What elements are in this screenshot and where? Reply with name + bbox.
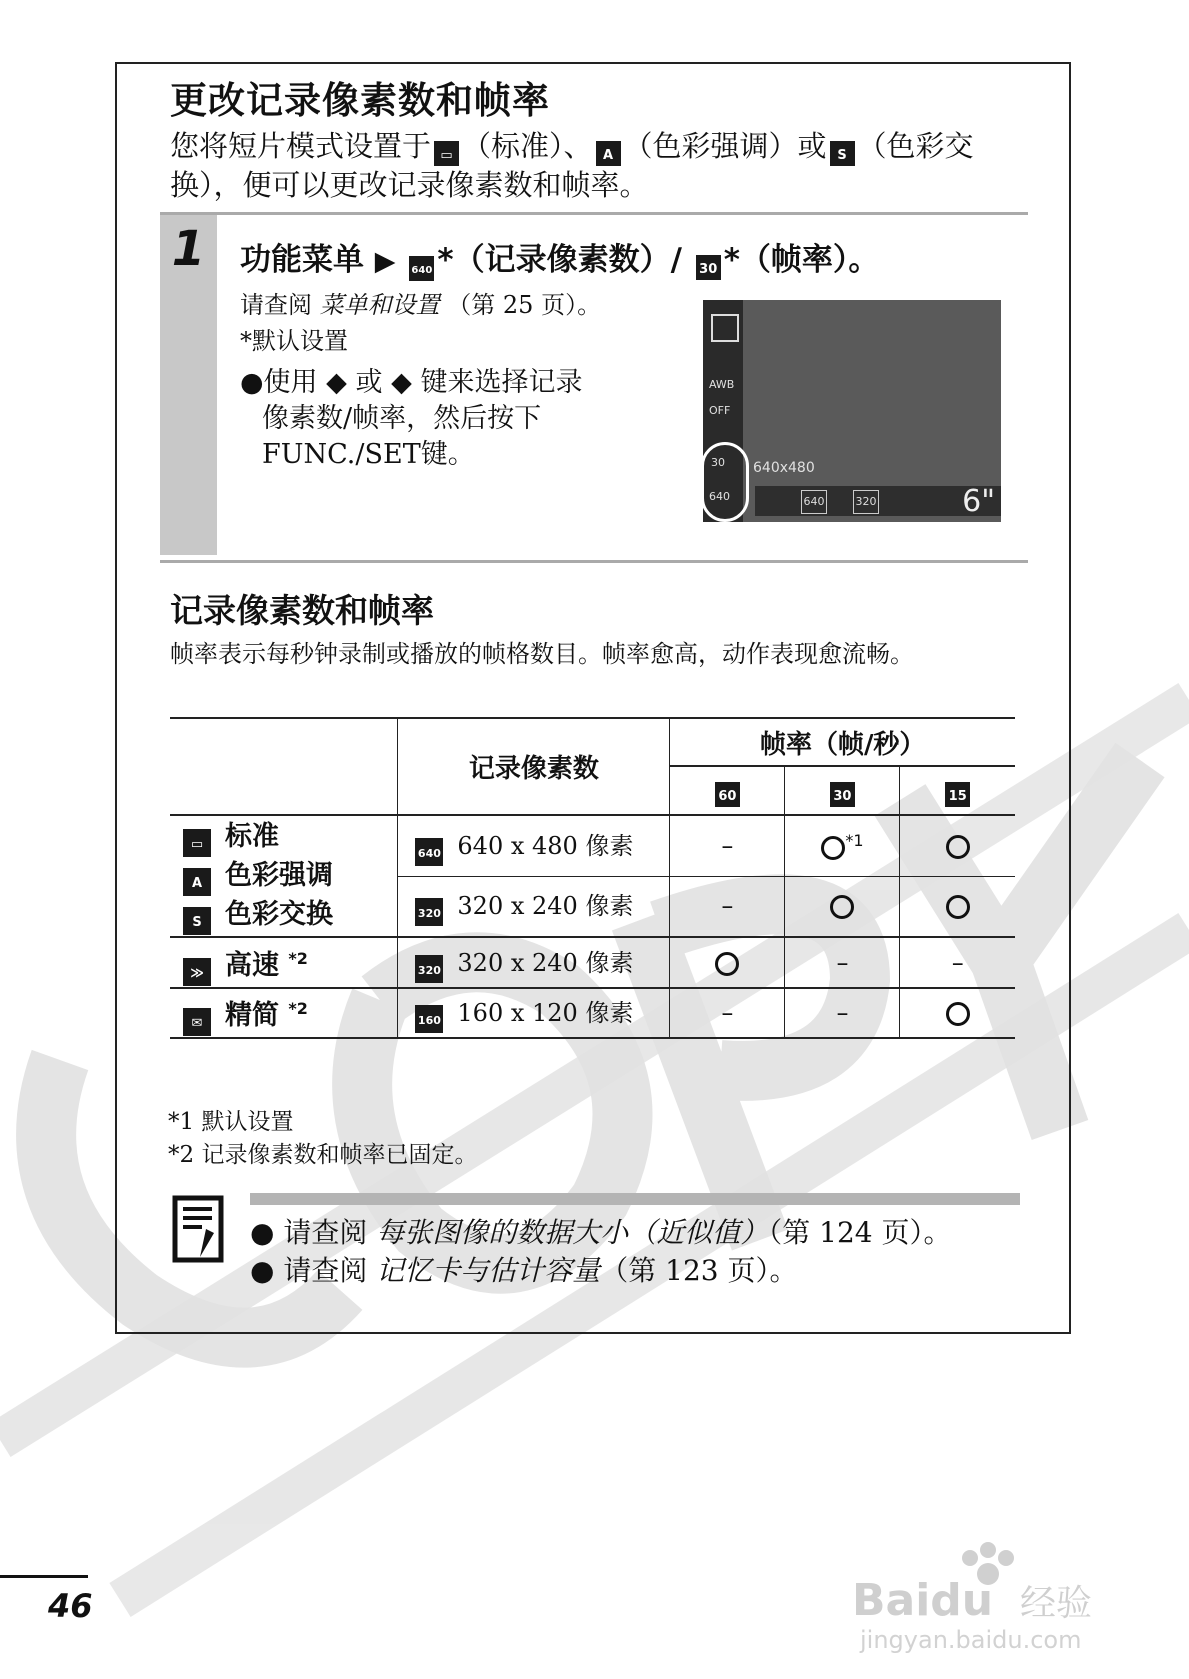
fps15-cell: – <box>900 937 1015 988</box>
resolution-label: 160 x 120 像素 <box>457 999 634 1027</box>
resolution-cell <box>398 988 670 1038</box>
step-title-menu: 功能菜单 <box>240 242 364 278</box>
resolution-640-icon: 640 <box>409 256 434 281</box>
table-row <box>170 937 1015 988</box>
resolution-cell <box>398 876 670 937</box>
play-arrow-icon: ▶ <box>374 246 396 277</box>
memo-note-icon <box>172 1195 224 1263</box>
fps30-cell: – <box>785 988 900 1038</box>
fps15-cell <box>900 988 1015 1038</box>
modes-standard-group <box>170 815 398 937</box>
footnote-2: *2 记录像素数和帧率已固定。 <box>168 1142 478 1168</box>
intro-text-2: （标准）、 <box>462 129 593 163</box>
mode-color-accent <box>180 857 397 896</box>
fast-frame-rate-icon: ≫ <box>183 958 211 986</box>
fps-60-header <box>670 766 785 815</box>
note1-page: （第 124 页）。 <box>768 1216 952 1249</box>
color-accent-icon: A <box>596 141 621 166</box>
lcd-option-320: 320 <box>853 490 879 514</box>
mode-fast-label: 高速 <box>225 949 279 981</box>
ref-link-menu-settings[interactable]: 菜单和设置 <box>319 291 440 319</box>
movie-standard-icon: ▭ <box>434 141 459 166</box>
table-header-resolution: 记录像素数 <box>398 718 670 815</box>
resolution-label: 640 x 480 像素 <box>457 831 634 860</box>
note2-link[interactable]: 记忆卡与估计容量 <box>376 1254 601 1287</box>
step-reference <box>240 287 660 323</box>
fps60-cell <box>670 937 785 988</box>
available-circle-icon <box>946 1002 970 1026</box>
lcd-option-640: 640 <box>801 490 827 514</box>
lcd-remaining-time: 6" <box>962 484 995 519</box>
available-circle-icon <box>715 952 739 976</box>
frame-rate-60-icon: 60 <box>715 782 740 807</box>
mode-compact <box>170 988 398 1038</box>
resolution-320-icon: 320 <box>415 898 443 926</box>
resolution-label: 320 x 240 像素 <box>457 892 634 921</box>
lcd-awb-icon: AWB <box>709 378 735 391</box>
mode-color-swap <box>180 896 397 935</box>
available-circle-icon <box>946 835 970 859</box>
table-header-blank <box>170 718 398 815</box>
step-title <box>240 234 879 281</box>
mode-standard <box>180 818 397 857</box>
resolution-label: 320 x 240 像素 <box>457 948 634 977</box>
section2-title: 记录像素数和帧率 <box>170 591 434 630</box>
fps-30-header <box>785 766 900 815</box>
instruction-line-2: 像素数/帧率，然后按下 <box>262 403 542 434</box>
intro-text-3: （色彩强调）或 <box>623 129 827 163</box>
ref-text: 请查阅 <box>240 291 312 319</box>
arrow-left-icon: ◆ <box>326 367 347 398</box>
section2-paragraph: 帧率表示每秒钟录制或播放的帧格数目。帧率愈高，动作表现愈流畅。 <box>170 640 914 668</box>
arrow-right-icon: ◆ <box>391 367 412 398</box>
spec-table <box>170 717 1015 1039</box>
intro-text-1: 您将短片模式设置于 <box>170 129 432 163</box>
ref-page: （第 25 页）。 <box>447 291 602 319</box>
resolution-640-icon: 640 <box>415 838 443 866</box>
movie-standard-icon: ▭ <box>183 829 211 857</box>
section-title: 更改记录像素数和帧率 <box>170 79 550 122</box>
step-number-label: 1 <box>171 221 206 277</box>
intro-text-4: （色彩交换），便可以更改记录像素数和帧率。 <box>170 129 974 202</box>
lcd-frame-rate-icon: 30 <box>711 456 725 469</box>
color-accent-icon: A <box>183 868 211 896</box>
compact-envelope-icon: ✉ <box>183 1008 211 1036</box>
available-circle-icon <box>821 836 845 860</box>
instruction-line-3: FUNC./SET键。 <box>262 439 475 470</box>
footnotes <box>168 1106 477 1172</box>
instruction-text-3: 键来选择记录 <box>420 367 583 398</box>
note-header-bar <box>250 1193 1020 1205</box>
step-body <box>240 287 660 473</box>
default-setting-note: *默认设置 <box>240 327 348 355</box>
baidu-jingyan-text: 经验 <box>1020 1583 1093 1624</box>
table-row <box>170 988 1015 1038</box>
fps60-cell: – <box>670 815 785 876</box>
footnote-1: *1 默认设置 <box>168 1109 294 1135</box>
note1-text: ● 请查阅 <box>250 1216 368 1249</box>
resolution-cell <box>398 937 670 988</box>
lcd-resolution-icon: 640 <box>709 490 730 503</box>
fps15-cell <box>900 876 1015 937</box>
reference-note-1 <box>250 1214 952 1252</box>
mode-compact-label: 精简 <box>225 1000 279 1031</box>
resolution-160-icon: 160 <box>415 1005 443 1033</box>
color-swap-icon: S <box>183 907 211 935</box>
lcd-resolution-label: 640x480 <box>753 460 815 476</box>
frame-rate-15-icon: 15 <box>945 782 970 807</box>
fps15-cell <box>900 815 1015 876</box>
step-title-frame-rate: *（帧率）。 <box>723 242 880 278</box>
lcd-highlight-ring <box>703 442 749 522</box>
table-header-frame-rate: 帧率（帧/秒） <box>670 718 1015 766</box>
page-number: 46 <box>48 1587 93 1625</box>
frame-rate-30-icon: 30 <box>830 782 855 807</box>
mode-color-swap-label: 色彩交换 <box>225 898 333 930</box>
baidu-url-text: jingyan.baidu.com <box>860 1626 1082 1654</box>
instruction-text-2: 或 <box>355 367 383 398</box>
reference-note-2 <box>250 1252 952 1290</box>
fps30-cell: – <box>785 937 900 988</box>
instruction-text-1: ●使用 <box>240 367 318 398</box>
fps30-cell <box>785 815 900 876</box>
available-circle-icon <box>946 895 970 919</box>
page-number-rule <box>0 1575 88 1578</box>
step-instruction <box>240 365 660 473</box>
camera-lcd-screenshot <box>703 300 1001 522</box>
color-swap-icon: S <box>830 141 855 166</box>
note2-page: （第 123 页）。 <box>600 1254 798 1287</box>
fps60-cell: – <box>670 876 785 937</box>
available-circle-icon <box>830 895 854 919</box>
lcd-movie-icon <box>711 314 739 342</box>
step-title-resolution: *（记录像素数）/ <box>437 242 682 278</box>
mode-standard-label: 标准 <box>225 820 279 852</box>
step-number <box>160 215 217 555</box>
baidu-jingyan-watermark <box>850 1540 1130 1660</box>
lcd-flash-off-icon: OFF <box>709 404 731 417</box>
fps-15-header <box>900 766 1015 815</box>
frame-rate-30-icon: 30 <box>696 255 721 280</box>
fps60-cell: – <box>670 988 785 1038</box>
resolution-320-icon: 320 <box>415 955 443 983</box>
reference-notes <box>250 1214 952 1290</box>
intro-paragraph <box>170 127 1030 204</box>
mode-color-accent-label: 色彩强调 <box>225 859 333 891</box>
resolution-cell <box>398 815 670 876</box>
footnote-marker-2: *2 <box>288 999 308 1018</box>
note1-link[interactable]: 每张图像的数据大小（近似值） <box>376 1216 769 1249</box>
mode-fast <box>170 937 398 988</box>
note2-text: ● 请查阅 <box>250 1254 368 1287</box>
fps30-cell <box>785 876 900 937</box>
footnote-marker-1: *1 <box>845 830 864 850</box>
baidu-brand-text: Baidu <box>852 1575 994 1626</box>
footnote-marker-2: *2 <box>288 948 308 968</box>
table-row <box>170 815 1015 876</box>
